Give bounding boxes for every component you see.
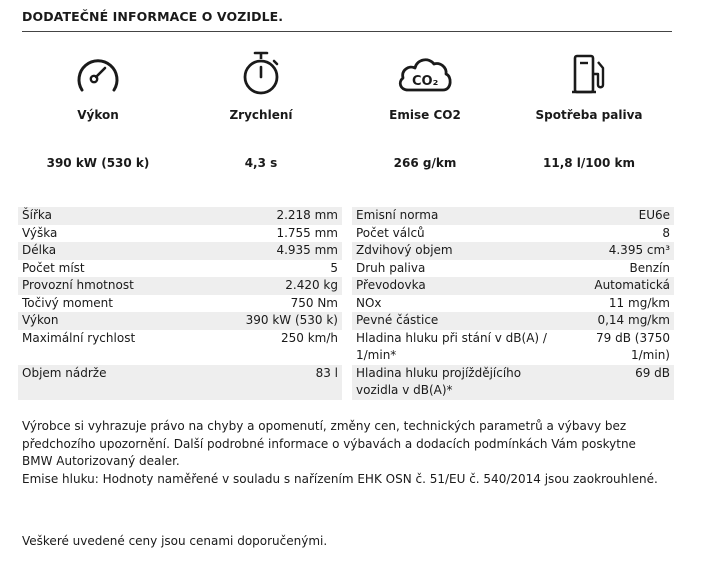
spec-value: 390 kW (530 k) xyxy=(245,313,338,327)
spec-value: 250 km/h xyxy=(280,330,338,345)
kpi-acceleration xyxy=(181,50,341,170)
fuel-pump-icon xyxy=(509,50,669,96)
spec-label: Točivý moment xyxy=(22,295,113,310)
table-row xyxy=(352,207,674,225)
kpi-value: 390 kW (530 k) xyxy=(46,156,150,170)
table-row xyxy=(18,330,342,365)
table-row xyxy=(18,242,342,260)
specs-left-column xyxy=(18,207,342,400)
spec-value: 4.395 cm³ xyxy=(608,243,670,257)
table-row xyxy=(18,312,342,330)
kpi-label: Emise CO2 xyxy=(389,108,461,122)
spec-value: 11 mg/km xyxy=(608,295,670,310)
spec-label: Zdvihový objem xyxy=(356,243,453,257)
spec-value: Automatická xyxy=(594,278,670,292)
kpi-label: Zrychlení xyxy=(229,108,293,122)
kpi-consumption xyxy=(509,50,669,170)
table-row xyxy=(18,225,342,243)
specs-right-column xyxy=(352,207,674,400)
disclaimer-notes xyxy=(22,418,667,488)
spec-value: 83 l xyxy=(315,365,338,380)
table-row xyxy=(18,207,342,225)
spec-value: 5 xyxy=(330,260,338,275)
spec-label: NOx xyxy=(356,295,382,310)
table-row xyxy=(352,330,674,365)
section-title: DODATEČNÉ INFORMACE O VOZIDLE. xyxy=(22,9,672,32)
spec-value: 79 dB (3750 1/min) xyxy=(596,330,670,362)
kpi-value: 4,3 s xyxy=(244,156,278,170)
spec-value: 69 dB xyxy=(635,365,670,380)
table-row xyxy=(18,295,342,313)
table-row xyxy=(18,260,342,278)
spec-label: Výkon xyxy=(22,313,59,327)
table-row xyxy=(352,260,674,278)
speedometer-icon xyxy=(18,50,178,96)
spec-label: Emisní norma xyxy=(356,208,439,222)
table-row xyxy=(18,365,342,400)
noise-emission-note: Emise hluku: Hodnoty naměřené v souladu s nařízením EHK OSN č. 51/EU č. 540/2014 jsou zaokrouhlené. xyxy=(22,471,658,486)
spec-label: Maximální rychlost xyxy=(22,330,136,345)
table-row xyxy=(352,225,674,243)
table-row xyxy=(352,312,674,330)
spec-value: 2.420 kg xyxy=(285,278,338,292)
spec-value: Benzín xyxy=(629,260,670,275)
disclaimer-text: Výrobce si vyhrazuje právo na chyby a opomenutí, změny cen, technických parametrů a výbavy bez předchozího upozornění. Další podrobné informace o výbavách a dodacích podmínkách Vám poskytne BMW Autorizovaný dealer. xyxy=(22,419,636,468)
spec-label: Pevné částice xyxy=(356,313,439,327)
spec-label: Délka xyxy=(22,243,57,257)
spec-value: 0,14 mg/km xyxy=(597,313,670,327)
spec-label: Převodovka xyxy=(356,278,426,292)
spec-label: Hladina hluku projíždějícího vozidla v dB(A)* xyxy=(356,365,522,397)
kpi-co2 xyxy=(345,50,505,170)
spec-value: EU6e xyxy=(638,208,670,222)
key-figures xyxy=(18,50,678,190)
spec-label: Šířka xyxy=(22,208,52,222)
co2-cloud-icon xyxy=(345,50,505,96)
table-row xyxy=(352,295,674,313)
table-row xyxy=(352,365,674,400)
spec-value: 1.755 mm xyxy=(276,225,338,240)
table-row xyxy=(352,277,674,295)
kpi-label: Výkon xyxy=(77,108,119,122)
price-note: Veškeré uvedené ceny jsou cenami doporučenými. xyxy=(22,534,328,548)
kpi-power xyxy=(18,50,178,170)
spec-label: Počet válců xyxy=(356,225,425,240)
table-row xyxy=(352,242,674,260)
spec-label: Hladina hluku při stání v dB(A) / 1/min* xyxy=(356,330,547,362)
stopwatch-icon xyxy=(181,50,341,96)
kpi-value: 11,8 l/100 km xyxy=(543,156,635,170)
spec-label: Provozní hmotnost xyxy=(22,278,134,292)
spec-label: Druh paliva xyxy=(356,260,426,275)
svg-text:CO₂: CO₂ xyxy=(412,74,439,89)
spec-value: 2.218 mm xyxy=(276,208,338,222)
spec-label: Objem nádrže xyxy=(22,365,107,380)
spec-label: Počet míst xyxy=(22,260,85,275)
kpi-value: 266 g/km xyxy=(393,156,457,170)
kpi-label: Spotřeba paliva xyxy=(535,108,643,122)
spec-value: 750 Nm xyxy=(290,295,338,310)
spec-value: 4.935 mm xyxy=(276,243,338,257)
spec-label: Výška xyxy=(22,225,58,240)
table-row xyxy=(18,277,342,295)
spec-value: 8 xyxy=(662,225,670,240)
